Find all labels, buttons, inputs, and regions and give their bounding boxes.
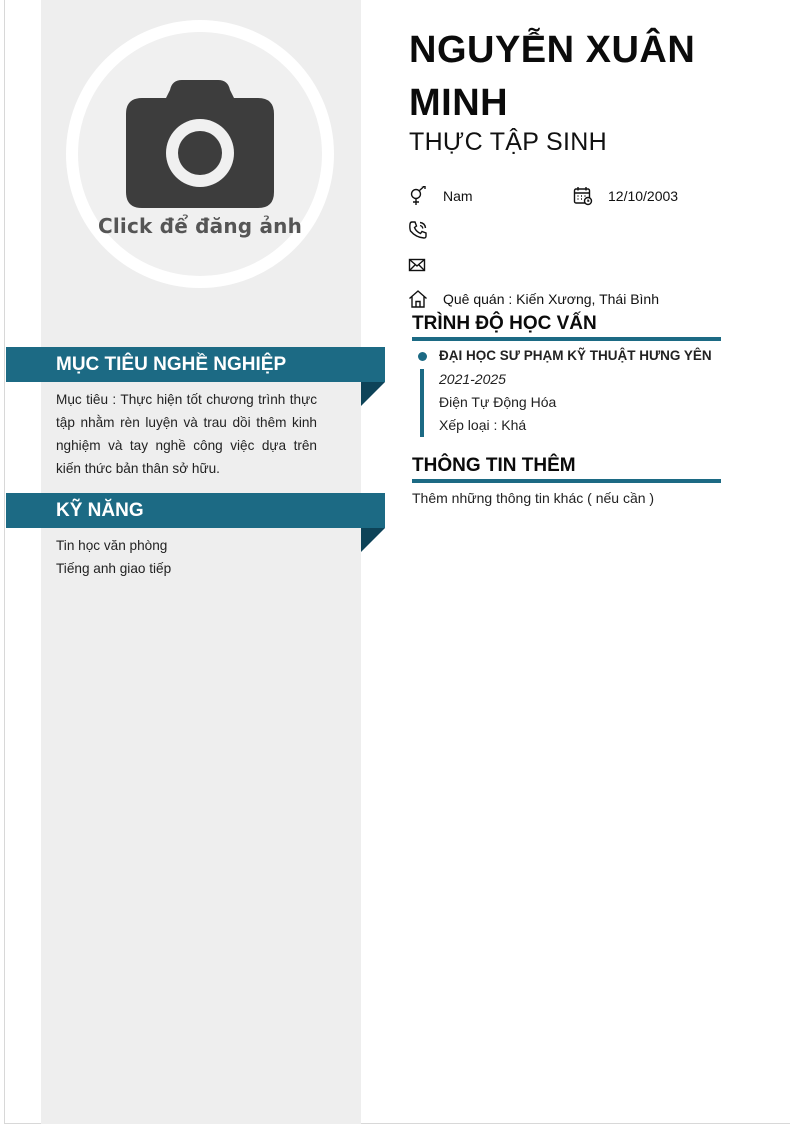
email-row	[408, 255, 443, 275]
cv-page	[4, 0, 790, 1124]
gender-icon	[408, 186, 428, 206]
objective-ribbon-fold	[361, 382, 385, 406]
birthdate-row	[573, 186, 678, 206]
skill-item[interactable]: Tin học văn phòng	[56, 538, 168, 553]
timeline-dot	[418, 352, 427, 361]
candidate-name[interactable]: NGUYỄN XUÂN MINH	[409, 29, 696, 124]
timeline-line	[420, 369, 424, 437]
gender-row	[408, 186, 473, 206]
photo-caption: Click để đăng ảnh	[97, 214, 303, 238]
birthdate-value[interactable]: 12/10/2003	[608, 188, 679, 204]
skill-item[interactable]: Tiếng anh giao tiếp	[56, 561, 172, 576]
objective-text[interactable]: Mục tiêu : Thực hiện tốt chương trình thực tập nhằm rèn luyện và trau dồi thêm kinh nghiệm và tay nghề công việc dựa trên kiến thức bản thân sở hữu.	[56, 392, 317, 476]
candidate-role[interactable]: THỰC TẬP SINH	[409, 128, 607, 156]
skills-ribbon-fold	[361, 528, 385, 552]
photo-upload[interactable]	[66, 20, 334, 288]
objective-header: MỤC TIÊU NGHỀ NGHIỆP	[6, 347, 385, 382]
extra-text[interactable]: Thêm những thông tin khác ( nếu cần )	[412, 490, 655, 506]
education-header: TRÌNH ĐỘ HỌC VẤN	[412, 313, 721, 341]
phone-icon	[408, 220, 428, 240]
phone-row	[408, 220, 443, 240]
education-rank[interactable]: Xếp loại : Khá	[439, 417, 527, 433]
gender-value[interactable]: Nam	[443, 188, 473, 204]
email-icon	[408, 255, 428, 275]
education-years[interactable]: 2021-2025	[439, 371, 506, 387]
hometown-value[interactable]: Quê quán : Kiến Xương, Thái Bình	[443, 291, 659, 307]
skills-header: KỸ NĂNG	[6, 493, 385, 528]
camera-icon	[126, 80, 274, 208]
extra-header: THÔNG TIN THÊM	[412, 455, 721, 483]
education-major[interactable]: Điện Tự Động Hóa	[439, 394, 557, 410]
calendar-icon	[573, 186, 593, 206]
home-icon	[408, 289, 428, 309]
school-name[interactable]: ĐẠI HỌC SƯ PHẠM KỸ THUẬT HƯNG YÊN	[439, 348, 712, 363]
hometown-row	[408, 289, 659, 309]
